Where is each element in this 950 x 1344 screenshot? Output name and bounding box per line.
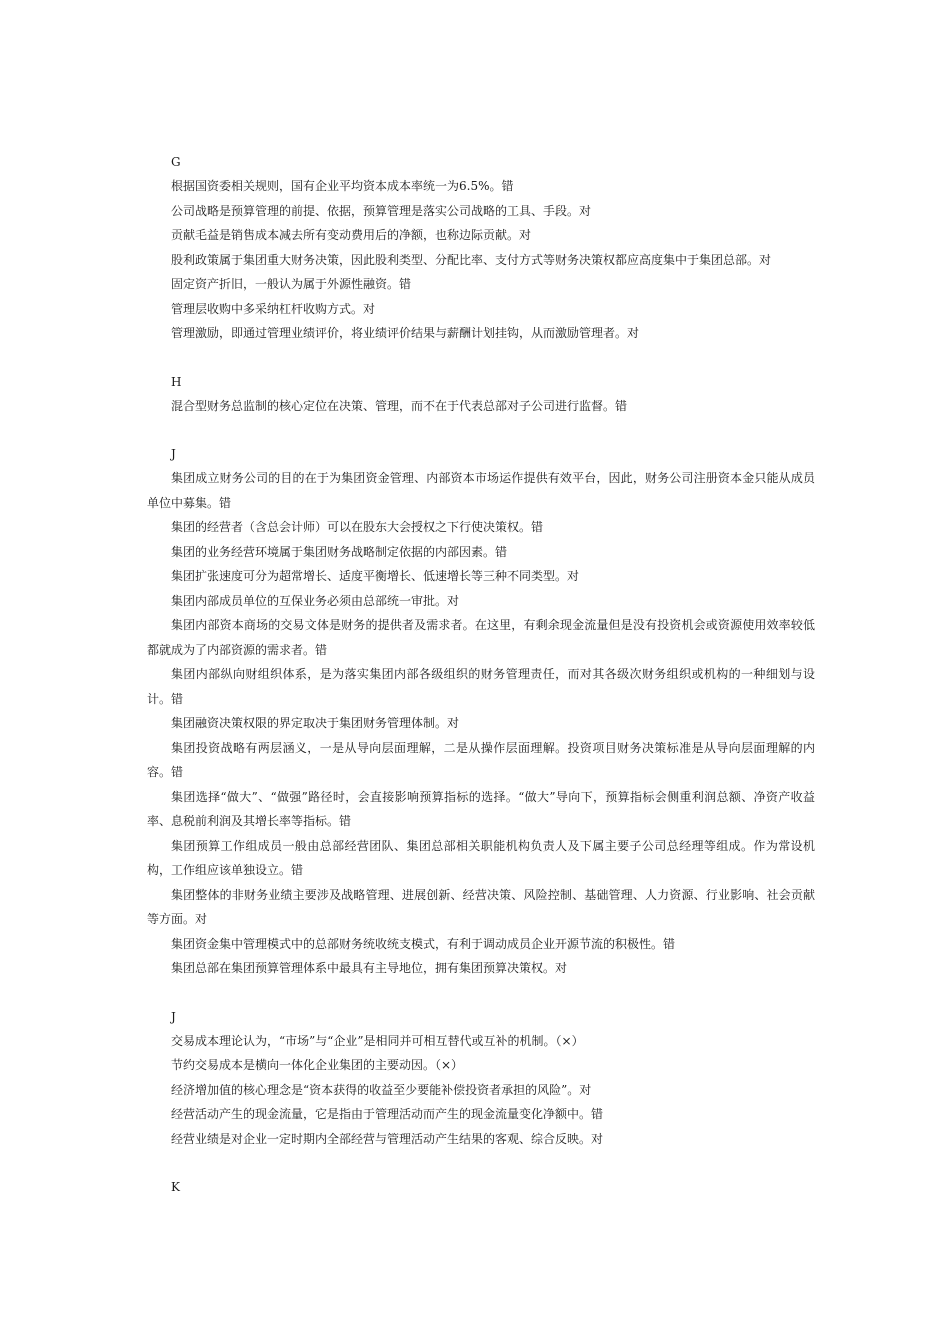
section-heading-letter: G — [171, 155, 181, 169]
statement-item: 集团投资战略有两层涵义，一是从导向层面理解，二是从操作层面理解。投资项目财务决策标准是从导向层面理解的内容。错 — [147, 740, 815, 779]
section-heading-letter: J — [171, 447, 176, 461]
statement-item: 固定资产折旧，一般认为属于外源性融资。错 — [171, 277, 412, 291]
statement-item: 集团内部成员单位的互保业务必须由总部统一审批。对 — [171, 593, 460, 608]
section-heading-letter: H — [171, 374, 182, 389]
statement-item: 混合型财务总监制的核心定位在决策、管理，而不在于代表总部对子公司进行监督。错 — [171, 398, 628, 413]
statement-item: 经济增加值的核心理念是“资本获得的收益至少要能补偿投资者承担的风险”。对 — [171, 1082, 592, 1097]
statement-item: 集团扩张速度可分为超常增长、适度平衡增长、低速增长等三种不同类型。对 — [171, 569, 580, 583]
statement-item: 交易成本理论认为，“市场”与“企业”是相同并可相互替代或互补的机制。（×） — [171, 1033, 584, 1048]
section-gap — [147, 1151, 815, 1175]
statement-item: 集团融资决策权限的界定取决于集团财务管理体制。对 — [171, 716, 460, 730]
statement-item: 集团的业务经营环境属于集团财务战略制定依据的内部因素。错 — [171, 544, 508, 559]
statement-item: 根据国资委相关规则，国有企业平均资本成本率统一为6.5%。错 — [171, 179, 514, 193]
statement-item: 集团预算工作组成员一般由总部经营团队、集团总部相关职能机构负责人及下属主要子公司总经理等组成。作为常设机构，工作组应该单独设立。错 — [147, 838, 815, 877]
statement-item: 集团总部在集团预算管理体系中最具有主导地位，拥有集团预算决策权。对 — [171, 961, 568, 975]
statement-item: 公司战略是预算管理的前提、依据，预算管理是落实公司战略的工具、手段。对 — [171, 203, 592, 218]
section-heading-letter: J — [171, 1009, 176, 1024]
statement-item: 集团成立财务公司的目的在于为集团资金管理、内部资本市场运作提供有效平台，因此，财务公司注册资本金只能从成员单位中募集。错 — [147, 471, 815, 510]
statement-item: 贡献毛益是销售成本减去所有变动费用后的净额，也称边际贡献。对 — [171, 228, 532, 242]
section-gap — [147, 981, 815, 1005]
statement-item: 管理层收购中多采纳杠杆收购方式。对 — [171, 301, 376, 316]
statement-item: 经营活动产生的现金流量，它是指由于管理活动而产生的现金流量变化净额中。错 — [171, 1107, 604, 1121]
section-gap — [147, 418, 815, 442]
statement-item: 股利政策属于集团重大财务决策，因此股利类型、分配比率、支付方式等财务决策权都应高度集中于集团总部。对 — [171, 252, 772, 267]
statement-item: 集团的经营者（含总会计师）可以在股东大会授权之下行使决策权。错 — [171, 520, 544, 534]
document-content — [147, 150, 815, 1199]
statement-item: 集团整体的非财务业绩主要涉及战略管理、进展创新、经营决策、风险控制、基础管理、人力资源、行业影响、社会贡献等方面。对 — [147, 887, 815, 926]
statement-item: 管理激励，即通过管理业绩评价，将业绩评价结果与薪酬计划挂钩，从而激励管理者。对 — [171, 326, 640, 340]
section-heading-letter: K — [171, 1180, 180, 1194]
statement-item: 节约交易成本是横向一体化企业集团的主要动因。（×） — [171, 1058, 464, 1072]
statement-item: 集团资金集中管理模式中的总部财务统收统支模式，有利于调动成员企业开源节流的积极性。错 — [171, 936, 676, 951]
section-gap — [147, 346, 815, 370]
statement-item: 集团选择“做大”、“做强”路径时，会直接影响预算指标的选择。“做大”导向下，预算指标会侧重利润总额、净资产收益率、息税前利润及其增长率等指标。错 — [147, 789, 815, 828]
statement-item: 经营业绩是对企业一定时期内全部经营与管理活动产生结果的客观、综合反映。对 — [171, 1131, 604, 1146]
statement-item: 集团内部纵向财组织体系，是为落实集团内部各级组织的财务管理责任，而对其各级次财务组织或机构的一种细划与设计。错 — [147, 667, 815, 706]
statement-item: 集团内部资本商场的交易文体是财务的提供者及需求者。在这里，有剩余现金流量但是没有投资机会或资源使用效率较低都就成为了内部资源的需求者。错 — [147, 618, 815, 657]
